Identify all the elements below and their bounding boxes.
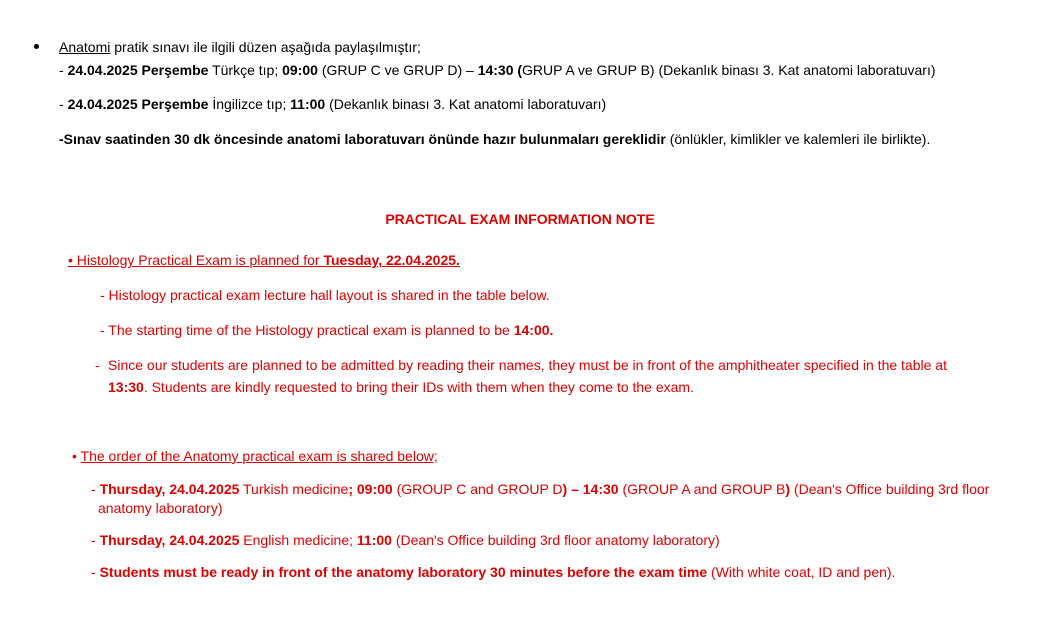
anatomy-item-3 bbox=[91, 563, 895, 581]
anatomy-text: (Dean's Office building 3rd floor anatomy laboratory) bbox=[391, 532, 720, 548]
tr-turkish-schedule bbox=[59, 61, 936, 79]
histology-item-2 bbox=[100, 321, 553, 339]
histology-time: 14:00. bbox=[513, 322, 554, 338]
anatomy-time: ) – 14:30 bbox=[562, 481, 619, 497]
tr-text: İngilizce tıp; bbox=[208, 96, 291, 112]
anatomy-text: anatomy laboratory) bbox=[98, 500, 223, 516]
tr-date: 24.04.2025 Perşembe bbox=[67, 96, 209, 112]
histology-item-3 bbox=[95, 356, 100, 374]
anatomy-heading-text: The order of the Anatomy practical exam is shared below; bbox=[80, 448, 438, 464]
tr-text: (Dekanlık binası 3. Kat anatomi laboratuvarı) bbox=[325, 96, 607, 112]
anatomy-time: ; 09:00 bbox=[348, 481, 393, 497]
anatomy-time: 11:00 bbox=[356, 532, 392, 548]
anatomy-text: (GROUP C and GROUP D bbox=[392, 481, 563, 497]
histology-time: 13:30 bbox=[108, 379, 144, 395]
tr-english-schedule bbox=[59, 95, 606, 113]
tr-note-rest: (önlükler, kimlikler ve kalemleri ile birlikte). bbox=[665, 131, 931, 147]
bullet-icon: • bbox=[72, 448, 81, 464]
tr-intro-line bbox=[34, 38, 421, 56]
tr-date: 24.04.2025 Perşembe bbox=[67, 62, 209, 78]
tr-time: 09:00 bbox=[282, 62, 318, 78]
anatomy-text: English medicine; bbox=[239, 532, 357, 548]
bullet-icon: • bbox=[68, 252, 77, 268]
anatomy-item-1 bbox=[91, 480, 989, 498]
anatomy-text: (GROUP A and GROUP B bbox=[618, 481, 786, 497]
histology-item-1 bbox=[100, 286, 550, 304]
tr-text: Türkçe tıp; bbox=[208, 62, 283, 78]
anatomy-text: (Dean's Office building 3rd floor bbox=[790, 481, 990, 497]
histology-item-text: - Histology practical exam lecture hall layout is shared in the table below. bbox=[100, 287, 550, 303]
dash: - bbox=[91, 564, 100, 580]
page-title bbox=[0, 210, 1040, 228]
histology-heading bbox=[68, 251, 460, 269]
tr-note-bold: -Sınav saatinden 30 dk öncesinde anatomi laboratuvarı önünde hazır bulunmaları gereklidir bbox=[59, 131, 666, 147]
anatomy-item-2 bbox=[91, 531, 720, 549]
title-text: PRACTICAL EXAM INFORMATION NOTE bbox=[385, 211, 655, 227]
anatomy-date: Thursday, 24.04.2025 bbox=[99, 481, 240, 497]
dash: - bbox=[91, 481, 100, 497]
tr-time: 14:30 ( bbox=[477, 62, 523, 78]
anatomy-date: Thursday, 24.04.2025 bbox=[99, 532, 240, 548]
anatomy-text: ) bbox=[785, 481, 791, 497]
histology-date: Tuesday, 22.04.2025. bbox=[323, 252, 460, 268]
histology-item-text: Since our students are planned to be admitted by reading their names, they must be in front of the amphitheater specified in the table at bbox=[108, 357, 947, 373]
dash: - bbox=[59, 96, 68, 112]
tr-text: (GRUP C ve GRUP D) – bbox=[317, 62, 478, 78]
bullet-icon bbox=[34, 44, 39, 49]
histology-heading-text: Histology Practical Exam is planned for bbox=[76, 252, 324, 268]
histology-item-text: . Students are kindly requested to bring their IDs with them when they come to the exam. bbox=[143, 379, 694, 395]
histology-item-3-line1 bbox=[108, 356, 947, 374]
dash: - bbox=[59, 62, 68, 78]
tr-time: 11:00 bbox=[290, 96, 326, 112]
anatomy-note-bold: Students must be ready in front of the anatomy laboratory 30 minutes before the exam time bbox=[99, 564, 708, 580]
tr-intro-text: pratik sınavı ile ilgili düzen aşağıda paylaşılmıştır; bbox=[114, 39, 421, 55]
histology-heading-underlined bbox=[68, 252, 460, 268]
histology-item-3-line2 bbox=[108, 378, 694, 396]
anatomy-text: Turkish medicine bbox=[239, 481, 349, 497]
dash: - bbox=[95, 357, 100, 373]
tr-text: GRUP A ve GRUP B) (Dekanlık binası 3. Kat anatomi laboratuvarı) bbox=[522, 62, 936, 78]
dash: - bbox=[91, 532, 100, 548]
tr-note bbox=[59, 130, 930, 148]
anatomy-heading bbox=[72, 447, 438, 465]
anatomy-item-1-line2 bbox=[98, 499, 223, 517]
anatomy-note-rest: (With white coat, ID and pen). bbox=[707, 564, 896, 580]
histology-item-text: - The starting time of the Histology practical exam is planned to be bbox=[100, 322, 514, 338]
anatomi-link: Anatomi bbox=[59, 39, 111, 55]
